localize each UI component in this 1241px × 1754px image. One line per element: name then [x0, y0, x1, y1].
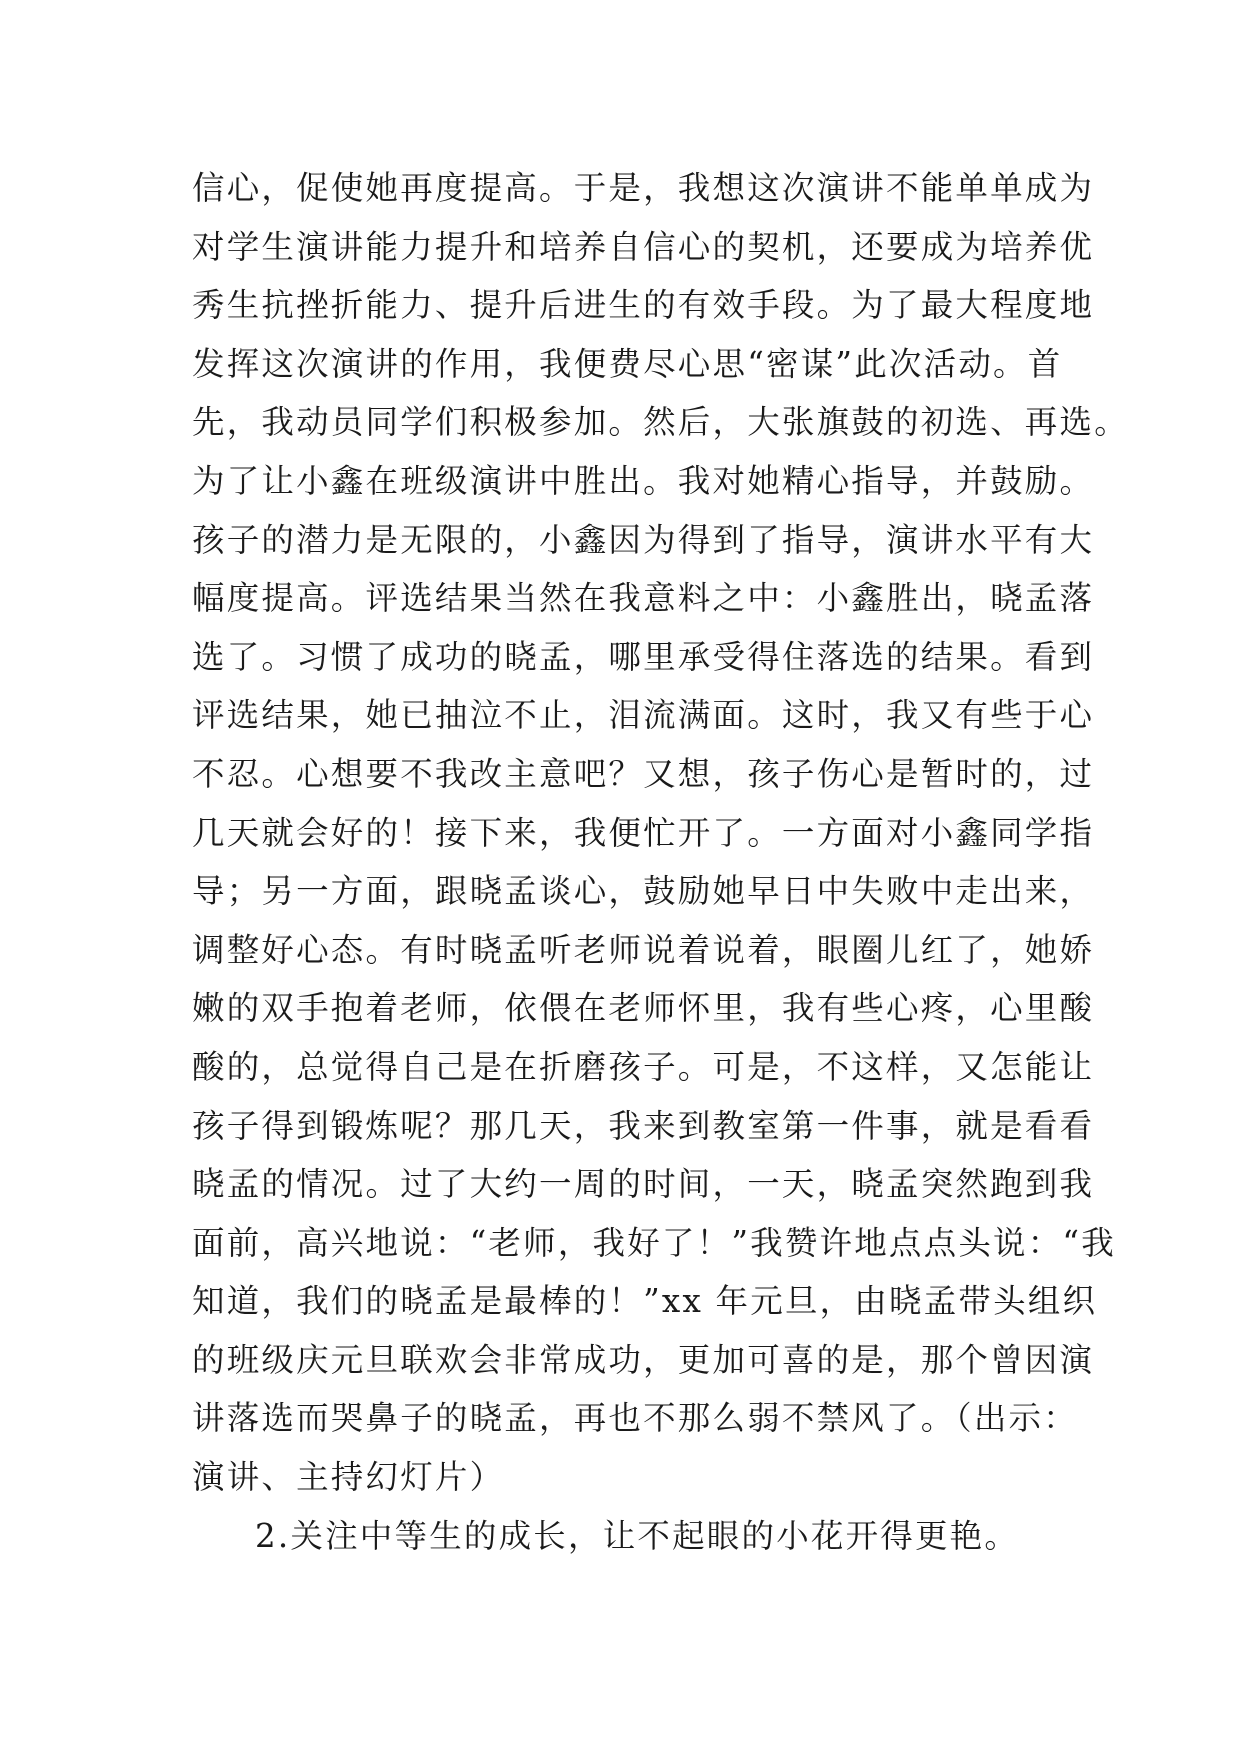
text-line: 几天就会好的！接下来，我便忙开了。一方面对小鑫同学指	[192, 813, 1095, 852]
text-line: 评选结果，她已抽泣不止，泪流满面。这时，我又有些于心	[192, 696, 1095, 735]
text-line: 的班级庆元旦联欢会非常成功，更加可喜的是，那个曾因演	[192, 1340, 1095, 1379]
text-line: 秀生抗挫折能力、提升后进生的有效手段。为了最大程度地	[192, 286, 1095, 325]
text-line: 信心，促使她再度提高。于是，我想这次演讲不能单单成为	[192, 169, 1095, 207]
text-line: 幅度提高。评选结果当然在我意料之中：小鑫胜出，晓孟落	[192, 579, 1095, 618]
text-line: 为了让小鑫在班级演讲中胜出。我对她精心指导，并鼓励。	[192, 461, 1095, 500]
text-line: 选了。习惯了成功的晓孟，哪里承受得住落选的结果。看到	[192, 637, 1095, 676]
text-line: 嫩的双手抱着老师，依偎在老师怀里，我有些心疼，心里酸	[192, 989, 1095, 1028]
body-paragraph	[192, 159, 1129, 1565]
text-line: 先，我动员同学们积极参加。然后，大张旗鼓的初选、再选。	[192, 403, 1129, 442]
text-line: 调整好心态。有时晓孟听老师说着说着，眼圈儿红了，她娇	[192, 930, 1095, 969]
section-heading: 2.关注中等生的成长，让不起眼的小花开得更艳。	[255, 1516, 1020, 1555]
text-line: 孩子的潜力是无限的，小鑫因为得到了指导，演讲水平有大	[192, 520, 1095, 559]
text-line: 发挥这次演讲的作用，我便费尽心思“密谋”此次活动。首	[192, 344, 1063, 383]
text-line: 知道，我们的晓孟是最棒的！”xx 年元旦，由晓孟带头组织	[192, 1282, 1098, 1321]
text-line: 演讲、主持幻灯片）	[192, 1458, 505, 1497]
text-line: 对学生演讲能力提升和培养自信心的契机，还要成为培养优	[192, 227, 1095, 266]
text-line: 面前，高兴地说：“老师，我好了！”我赞许地点点头说：“我	[192, 1223, 1116, 1262]
text-line: 不忍。心想要不我改主意吧？又想，孩子伤心是暂时的，过	[192, 754, 1095, 793]
text-line: 讲落选而哭鼻子的晓孟，再也不那么弱不禁风了。（出示：	[192, 1399, 1078, 1438]
text-line: 晓孟的情况。过了大约一周的时间，一天，晓孟突然跑到我	[192, 1165, 1095, 1204]
text-line: 酸的，总觉得自己是在折磨孩子。可是，不这样，又怎能让	[192, 1047, 1095, 1086]
text-line: 孩子得到锻炼呢？那几天，我来到教室第一件事，就是看看	[192, 1106, 1095, 1145]
text-line: 导；另一方面，跟晓孟谈心，鼓励她早日中失败中走出来，	[192, 872, 1095, 911]
